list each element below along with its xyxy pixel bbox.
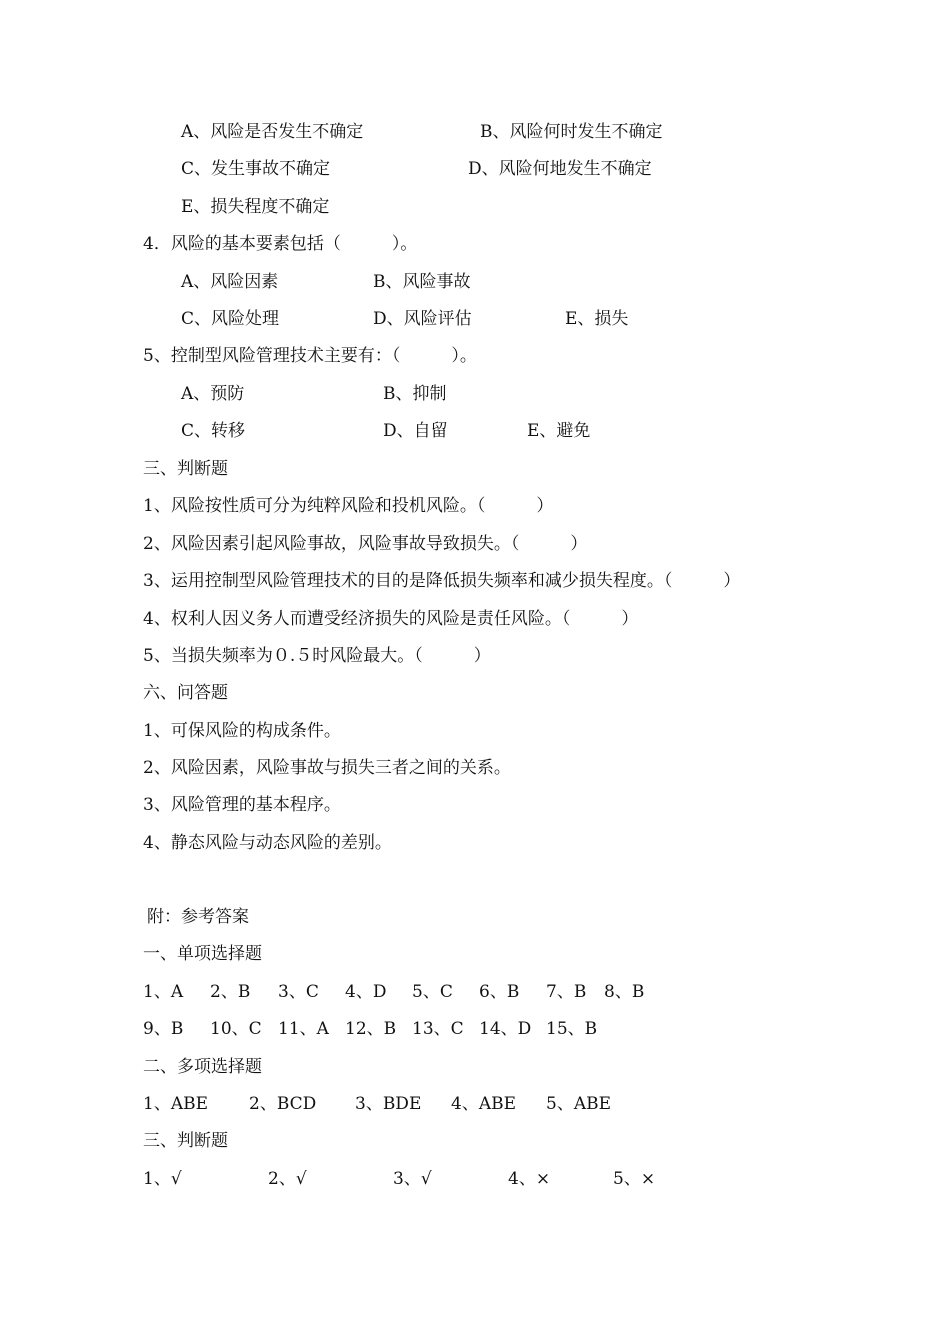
q5-option-b: B、抑制 xyxy=(383,384,447,404)
qa-item: 2、风险因素，风险事故与损失三者之间的关系。 xyxy=(143,758,511,778)
answer-item: 8、B xyxy=(604,982,645,1002)
answer-item: 5、ABE xyxy=(546,1094,611,1114)
answer-item: 7、B xyxy=(546,982,587,1002)
answers-title: 附：参考答案 xyxy=(147,907,249,927)
answer-item: 1、ABE xyxy=(143,1094,208,1114)
q3-option-c: C、发生事故不确定 xyxy=(181,159,331,179)
q4-option-b: B、风险事故 xyxy=(373,272,471,292)
answer-item: 5、C xyxy=(412,982,453,1002)
answer-item: 3、√ xyxy=(393,1169,432,1189)
q5-option-e: E、避免 xyxy=(527,421,591,441)
q3-option-a: A、风险是否发生不确定 xyxy=(181,122,364,142)
answer-item: 4、D xyxy=(345,982,387,1002)
judgment-item: 4、权利人因义务人而遭受经济损失的风险是责任风险。（ ） xyxy=(143,609,639,629)
answer-item: 3、BDE xyxy=(355,1094,422,1114)
answer-item: 2、√ xyxy=(268,1169,307,1189)
judgment-item: 2、风险因素引起风险事故，风险事故导致损失。（ ） xyxy=(143,534,588,554)
q5-option-c: C、转移 xyxy=(181,421,246,441)
q4-option-c: C、风险处理 xyxy=(181,309,280,329)
answer-item: 5、× xyxy=(613,1169,656,1189)
answer-item: 1、A xyxy=(143,982,184,1002)
q5-stem: 5、控制型风险管理技术主要有：（ ）。 xyxy=(143,346,477,366)
multiple-choice-heading: 二、多项选择题 xyxy=(143,1057,262,1077)
qa-heading: 六、问答题 xyxy=(143,683,228,703)
answer-item: 13、C xyxy=(412,1019,464,1039)
answer-item: 14、D xyxy=(479,1019,532,1039)
answer-item: 6、B xyxy=(479,982,520,1002)
judgment-item: 1、风险按性质可分为纯粹风险和投机风险。（ ） xyxy=(143,496,554,516)
q4-option-a: A、风险因素 xyxy=(181,272,279,292)
q4-stem: 4．风险的基本要素包括（ ）。 xyxy=(143,234,418,254)
judgment-item: 3、运用控制型风险管理技术的目的是降低损失频率和减少损失程度。（ ） xyxy=(143,571,741,591)
single-choice-heading: 一、单项选择题 xyxy=(143,944,262,964)
answer-item: 2、B xyxy=(210,982,251,1002)
answer-item: 3、C xyxy=(278,982,319,1002)
answer-item: 9、B xyxy=(143,1019,184,1039)
q3-option-e: E、损失程度不确定 xyxy=(181,197,330,217)
q3-option-b: B、风险何时发生不确定 xyxy=(480,122,663,142)
q4-option-e: E、损失 xyxy=(565,309,629,329)
q5-option-d: D、自留 xyxy=(383,421,448,441)
answer-item: 10、C xyxy=(210,1019,262,1039)
judgment-item: 5、当损失频率为０.５时风险最大。（ ） xyxy=(143,646,491,666)
q3-option-d: D、风险何地发生不确定 xyxy=(468,159,652,179)
qa-item: 3、风险管理的基本程序。 xyxy=(143,795,341,815)
answer-item: 4、× xyxy=(508,1169,551,1189)
q4-option-d: D、风险评估 xyxy=(373,309,472,329)
q5-option-a: A、预防 xyxy=(181,384,245,404)
qa-item: 4、静态风险与动态风险的差别。 xyxy=(143,833,392,853)
answer-item: 2、BCD xyxy=(249,1094,317,1114)
answer-item: 11、A xyxy=(278,1019,329,1039)
qa-item: 1、可保风险的构成条件。 xyxy=(143,721,341,741)
judgment-answers-heading: 三、判断题 xyxy=(143,1131,228,1151)
answer-item: 4、ABE xyxy=(451,1094,516,1114)
answer-item: 1、√ xyxy=(143,1169,182,1189)
answer-item: 12、B xyxy=(345,1019,397,1039)
judgment-heading: 三、判断题 xyxy=(143,459,228,479)
answer-item: 15、B xyxy=(546,1019,598,1039)
